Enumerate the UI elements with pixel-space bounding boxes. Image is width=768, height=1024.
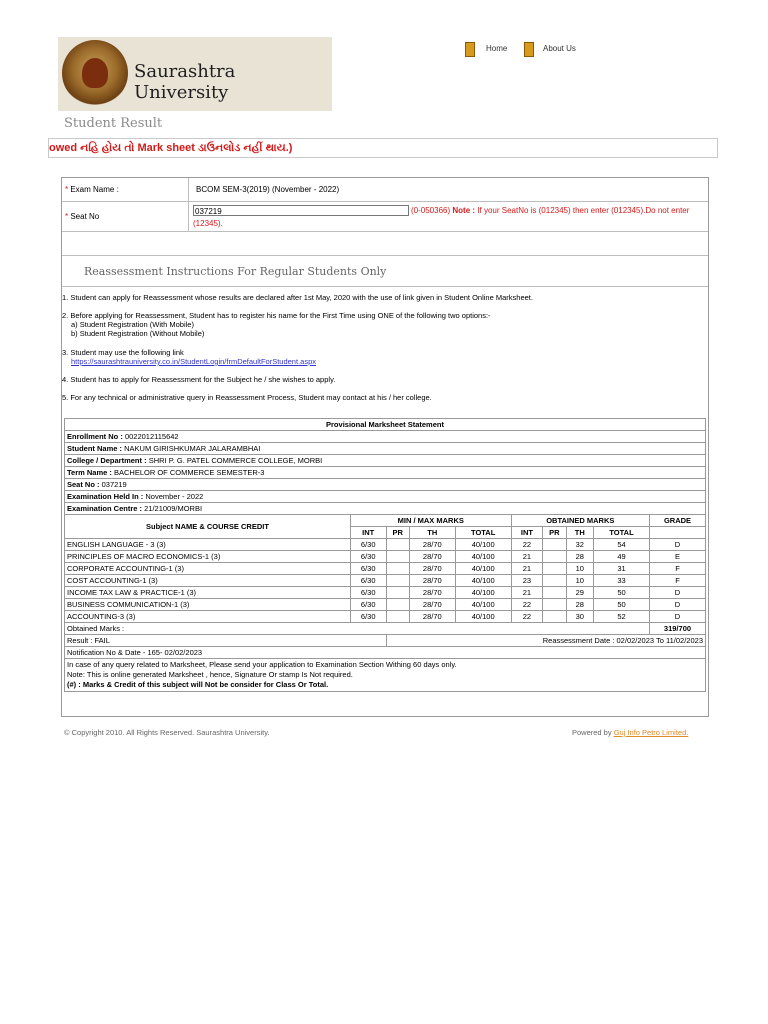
cell-pr bbox=[386, 575, 409, 587]
subject-row bbox=[65, 575, 706, 587]
subject-row bbox=[65, 539, 706, 551]
cell-total: 40/100 bbox=[455, 599, 511, 611]
cell-o-th: 28 bbox=[566, 599, 593, 611]
seat-no-row bbox=[62, 202, 708, 232]
cell-o-total: 50 bbox=[594, 599, 650, 611]
instruction-2: 2. Before applying for Reassessment, Student has to register his name for the First Time using ONE of the following two options:- bbox=[62, 311, 491, 320]
cell-o-th: 10 bbox=[566, 563, 593, 575]
exam-held-row: Examination Held In : November - 2022 bbox=[65, 491, 706, 503]
cell-th: 28/70 bbox=[409, 575, 455, 587]
notes-row bbox=[65, 659, 706, 692]
subject-row bbox=[65, 599, 706, 611]
subject-row bbox=[65, 563, 706, 575]
instructions-header bbox=[62, 256, 708, 287]
col-min-max: MIN / MAX MARKS bbox=[350, 515, 511, 527]
col-pr: PR bbox=[386, 527, 409, 539]
cell-total: 40/100 bbox=[455, 551, 511, 563]
cell-subject: PRINCIPLES OF MACRO ECONOMICS-1 (3) bbox=[65, 551, 351, 563]
col-int: INT bbox=[350, 527, 386, 539]
cell-total: 40/100 bbox=[455, 539, 511, 551]
cell-o-int: 22 bbox=[511, 599, 543, 611]
instruction-4: 4. Student has to apply for Reassessment for the Subject he / she wishes to apply. bbox=[62, 375, 336, 384]
cell-o-int: 21 bbox=[511, 551, 543, 563]
obtained-marks-label: Obtained Marks : bbox=[65, 623, 650, 635]
note-hash: (#) : Marks & Credit of this subject will Not be consider for Class Or Total. bbox=[67, 680, 329, 689]
cell-int: 6/30 bbox=[350, 611, 386, 623]
seat-row: Seat No : 037219 bbox=[65, 479, 706, 491]
col-obt-th: TH bbox=[566, 527, 593, 539]
cell-total: 40/100 bbox=[455, 575, 511, 587]
note-query: In case of any query related to Marksheet, Please send your application to Examination Section Withing 60 days only. bbox=[67, 660, 457, 669]
cell-o-th: 29 bbox=[566, 587, 593, 599]
cell-grade: E bbox=[649, 551, 705, 563]
instruction-3: 3. Student may use the following link bbox=[62, 348, 184, 357]
exam-name-label: * Exam Name : bbox=[65, 185, 119, 194]
college-row: College / Department : SHRI P. G. PATEL COMMERCE COLLEGE, MORBI bbox=[65, 455, 706, 467]
door-icon bbox=[524, 42, 534, 57]
col-total: TOTAL bbox=[455, 527, 511, 539]
term-row: Term Name : BACHELOR OF COMMERCE SEMESTER-3 bbox=[65, 467, 706, 479]
cell-th: 28/70 bbox=[409, 611, 455, 623]
cell-pr bbox=[386, 587, 409, 599]
cell-th: 28/70 bbox=[409, 551, 455, 563]
copyright-text: © Copyright 2010. All Rights Reserved. Saurashtra University. bbox=[64, 728, 270, 737]
cell-o-pr bbox=[543, 611, 566, 623]
instructions-title: Reassessment Instructions For Regular Students Only bbox=[84, 265, 387, 278]
result-status: Result : FAIL bbox=[65, 635, 387, 647]
cell-subject: BUSINESS COMMUNICATION-1 (3) bbox=[65, 599, 351, 611]
cell-grade: D bbox=[649, 611, 705, 623]
subject-row bbox=[65, 611, 706, 623]
col-obt-int: INT bbox=[511, 527, 543, 539]
cell-o-pr bbox=[543, 563, 566, 575]
cell-subject: INCOME TAX LAW & PRACTICE-1 (3) bbox=[65, 587, 351, 599]
cell-int: 6/30 bbox=[350, 599, 386, 611]
instruction-1: 1. Student can apply for Reassessment whose results are declared after 1st May, 2020 with the use of link given in Student Online Marksheet. bbox=[62, 293, 533, 302]
cell-int: 6/30 bbox=[350, 551, 386, 563]
cell-th: 28/70 bbox=[409, 599, 455, 611]
col-obt-total: TOTAL bbox=[594, 527, 650, 539]
seat-no-hint-cont: (12345). bbox=[193, 219, 223, 228]
obtained-marks-value: 319/700 bbox=[649, 623, 705, 635]
cell-subject: ACCOUNTING-3 (3) bbox=[65, 611, 351, 623]
cell-o-int: 23 bbox=[511, 575, 543, 587]
marksheet-title: Provisional Marksheet Statement bbox=[65, 419, 706, 431]
cell-o-th: 28 bbox=[566, 551, 593, 563]
cell-o-total: 31 bbox=[594, 563, 650, 575]
col-th: TH bbox=[409, 527, 455, 539]
cell-o-pr bbox=[543, 539, 566, 551]
col-grade: GRADE bbox=[649, 515, 705, 527]
cell-o-pr bbox=[543, 575, 566, 587]
cell-pr bbox=[386, 539, 409, 551]
cell-o-total: 50 bbox=[594, 587, 650, 599]
notice-marquee bbox=[48, 138, 718, 158]
notification-row: Notification No & Date - 165- 02/02/2023 bbox=[65, 647, 706, 659]
cell-th: 28/70 bbox=[409, 539, 455, 551]
seat-no-label: * Seat No bbox=[65, 212, 100, 221]
cell-o-th: 32 bbox=[566, 539, 593, 551]
cell-o-th: 10 bbox=[566, 575, 593, 587]
cell-o-total: 52 bbox=[594, 611, 650, 623]
cell-int: 6/30 bbox=[350, 563, 386, 575]
cell-int: 6/30 bbox=[350, 539, 386, 551]
university-logo-banner bbox=[58, 37, 332, 111]
cell-pr bbox=[386, 599, 409, 611]
cell-o-pr bbox=[543, 587, 566, 599]
cell-grade: F bbox=[649, 575, 705, 587]
seat-no-input[interactable]: 037219 bbox=[193, 205, 409, 216]
cell-pr bbox=[386, 551, 409, 563]
col-obt-pr: PR bbox=[543, 527, 566, 539]
reassessment-date: Reassessment Date : 02/02/2023 To 11/02/2023 bbox=[386, 635, 705, 647]
exam-name-row bbox=[62, 178, 708, 202]
page-title: Student Result bbox=[64, 116, 163, 131]
university-name: Saurashtra University bbox=[134, 61, 236, 103]
nav-about-us-link[interactable]: About Us bbox=[543, 44, 576, 53]
cell-subject: ENGLISH LANGUAGE - 3 (3) bbox=[65, 539, 351, 551]
cell-grade: D bbox=[649, 599, 705, 611]
nav-home-link[interactable]: Home bbox=[486, 44, 508, 53]
subject-row bbox=[65, 551, 706, 563]
instruction-5: 5. For any technical or administrative query in Reassessment Process, Student may contact at his / her college. bbox=[62, 393, 432, 402]
cell-subject: COST ACCOUNTING-1 (3) bbox=[65, 575, 351, 587]
university-seal-icon bbox=[62, 40, 128, 106]
cell-total: 40/100 bbox=[455, 611, 511, 623]
notice-text: owed નહિ હોય તો Mark sheet ડાઉનલોડ નહીં થાય.) bbox=[49, 142, 293, 154]
cell-pr bbox=[386, 611, 409, 623]
cell-o-total: 33 bbox=[594, 575, 650, 587]
instructions-body bbox=[62, 287, 708, 413]
blank-row bbox=[62, 232, 708, 256]
cell-int: 6/30 bbox=[350, 575, 386, 587]
door-icon bbox=[465, 42, 475, 57]
cell-grade: F bbox=[649, 563, 705, 575]
cell-total: 40/100 bbox=[455, 563, 511, 575]
cell-o-int: 22 bbox=[511, 611, 543, 623]
instruction-2b: b) Student Registration (Without Mobile) bbox=[71, 329, 205, 338]
student-name-row: Student Name : NAKUM GIRISHKUMAR JALARAMBHAI bbox=[65, 443, 706, 455]
exam-name-select[interactable]: BCOM SEM-3(2019) (November - 2022) bbox=[196, 185, 340, 194]
marksheet-table bbox=[64, 418, 706, 692]
cell-o-total: 49 bbox=[594, 551, 650, 563]
cell-o-total: 54 bbox=[594, 539, 650, 551]
col-subject: Subject NAME & COURSE CREDIT bbox=[65, 515, 351, 539]
cell-th: 28/70 bbox=[409, 563, 455, 575]
cell-subject: CORPORATE ACCOUNTING-1 (3) bbox=[65, 563, 351, 575]
cell-total: 40/100 bbox=[455, 587, 511, 599]
exam-centre-row: Examination Centre : 21/21009/MORBI bbox=[65, 503, 706, 515]
cell-o-pr bbox=[543, 551, 566, 563]
cell-grade: D bbox=[649, 539, 705, 551]
enrollment-row: Enrollment No : 0022012115642 bbox=[65, 431, 706, 443]
note-online: Note: This is online generated Marksheet , hence, Signature Or stamp Is Not required. bbox=[67, 670, 353, 679]
cell-o-pr bbox=[543, 599, 566, 611]
subject-row bbox=[65, 587, 706, 599]
cell-o-th: 30 bbox=[566, 611, 593, 623]
cell-o-int: 21 bbox=[511, 587, 543, 599]
instruction-2a: a) Student Registration (With Mobile) bbox=[71, 320, 194, 329]
student-login-link[interactable]: https://saurashtrauniversity.co.in/StudentLogin/frmDefaultForStudent.aspx bbox=[71, 357, 316, 366]
cell-grade: D bbox=[649, 587, 705, 599]
cell-o-int: 22 bbox=[511, 539, 543, 551]
cell-th: 28/70 bbox=[409, 587, 455, 599]
powered-by-link[interactable]: Guj Info Petro Limited. bbox=[613, 728, 689, 737]
cell-o-int: 21 bbox=[511, 563, 543, 575]
cell-pr bbox=[386, 563, 409, 575]
powered-by: Powered by Guj Info Petro Limited. bbox=[572, 728, 689, 737]
cell-int: 6/30 bbox=[350, 587, 386, 599]
seat-no-hint: (0-050366) Note : If your SeatNo is (012345) then enter (012345).Do not enter bbox=[411, 206, 690, 215]
col-obtained: OBTAINED MARKS bbox=[511, 515, 649, 527]
